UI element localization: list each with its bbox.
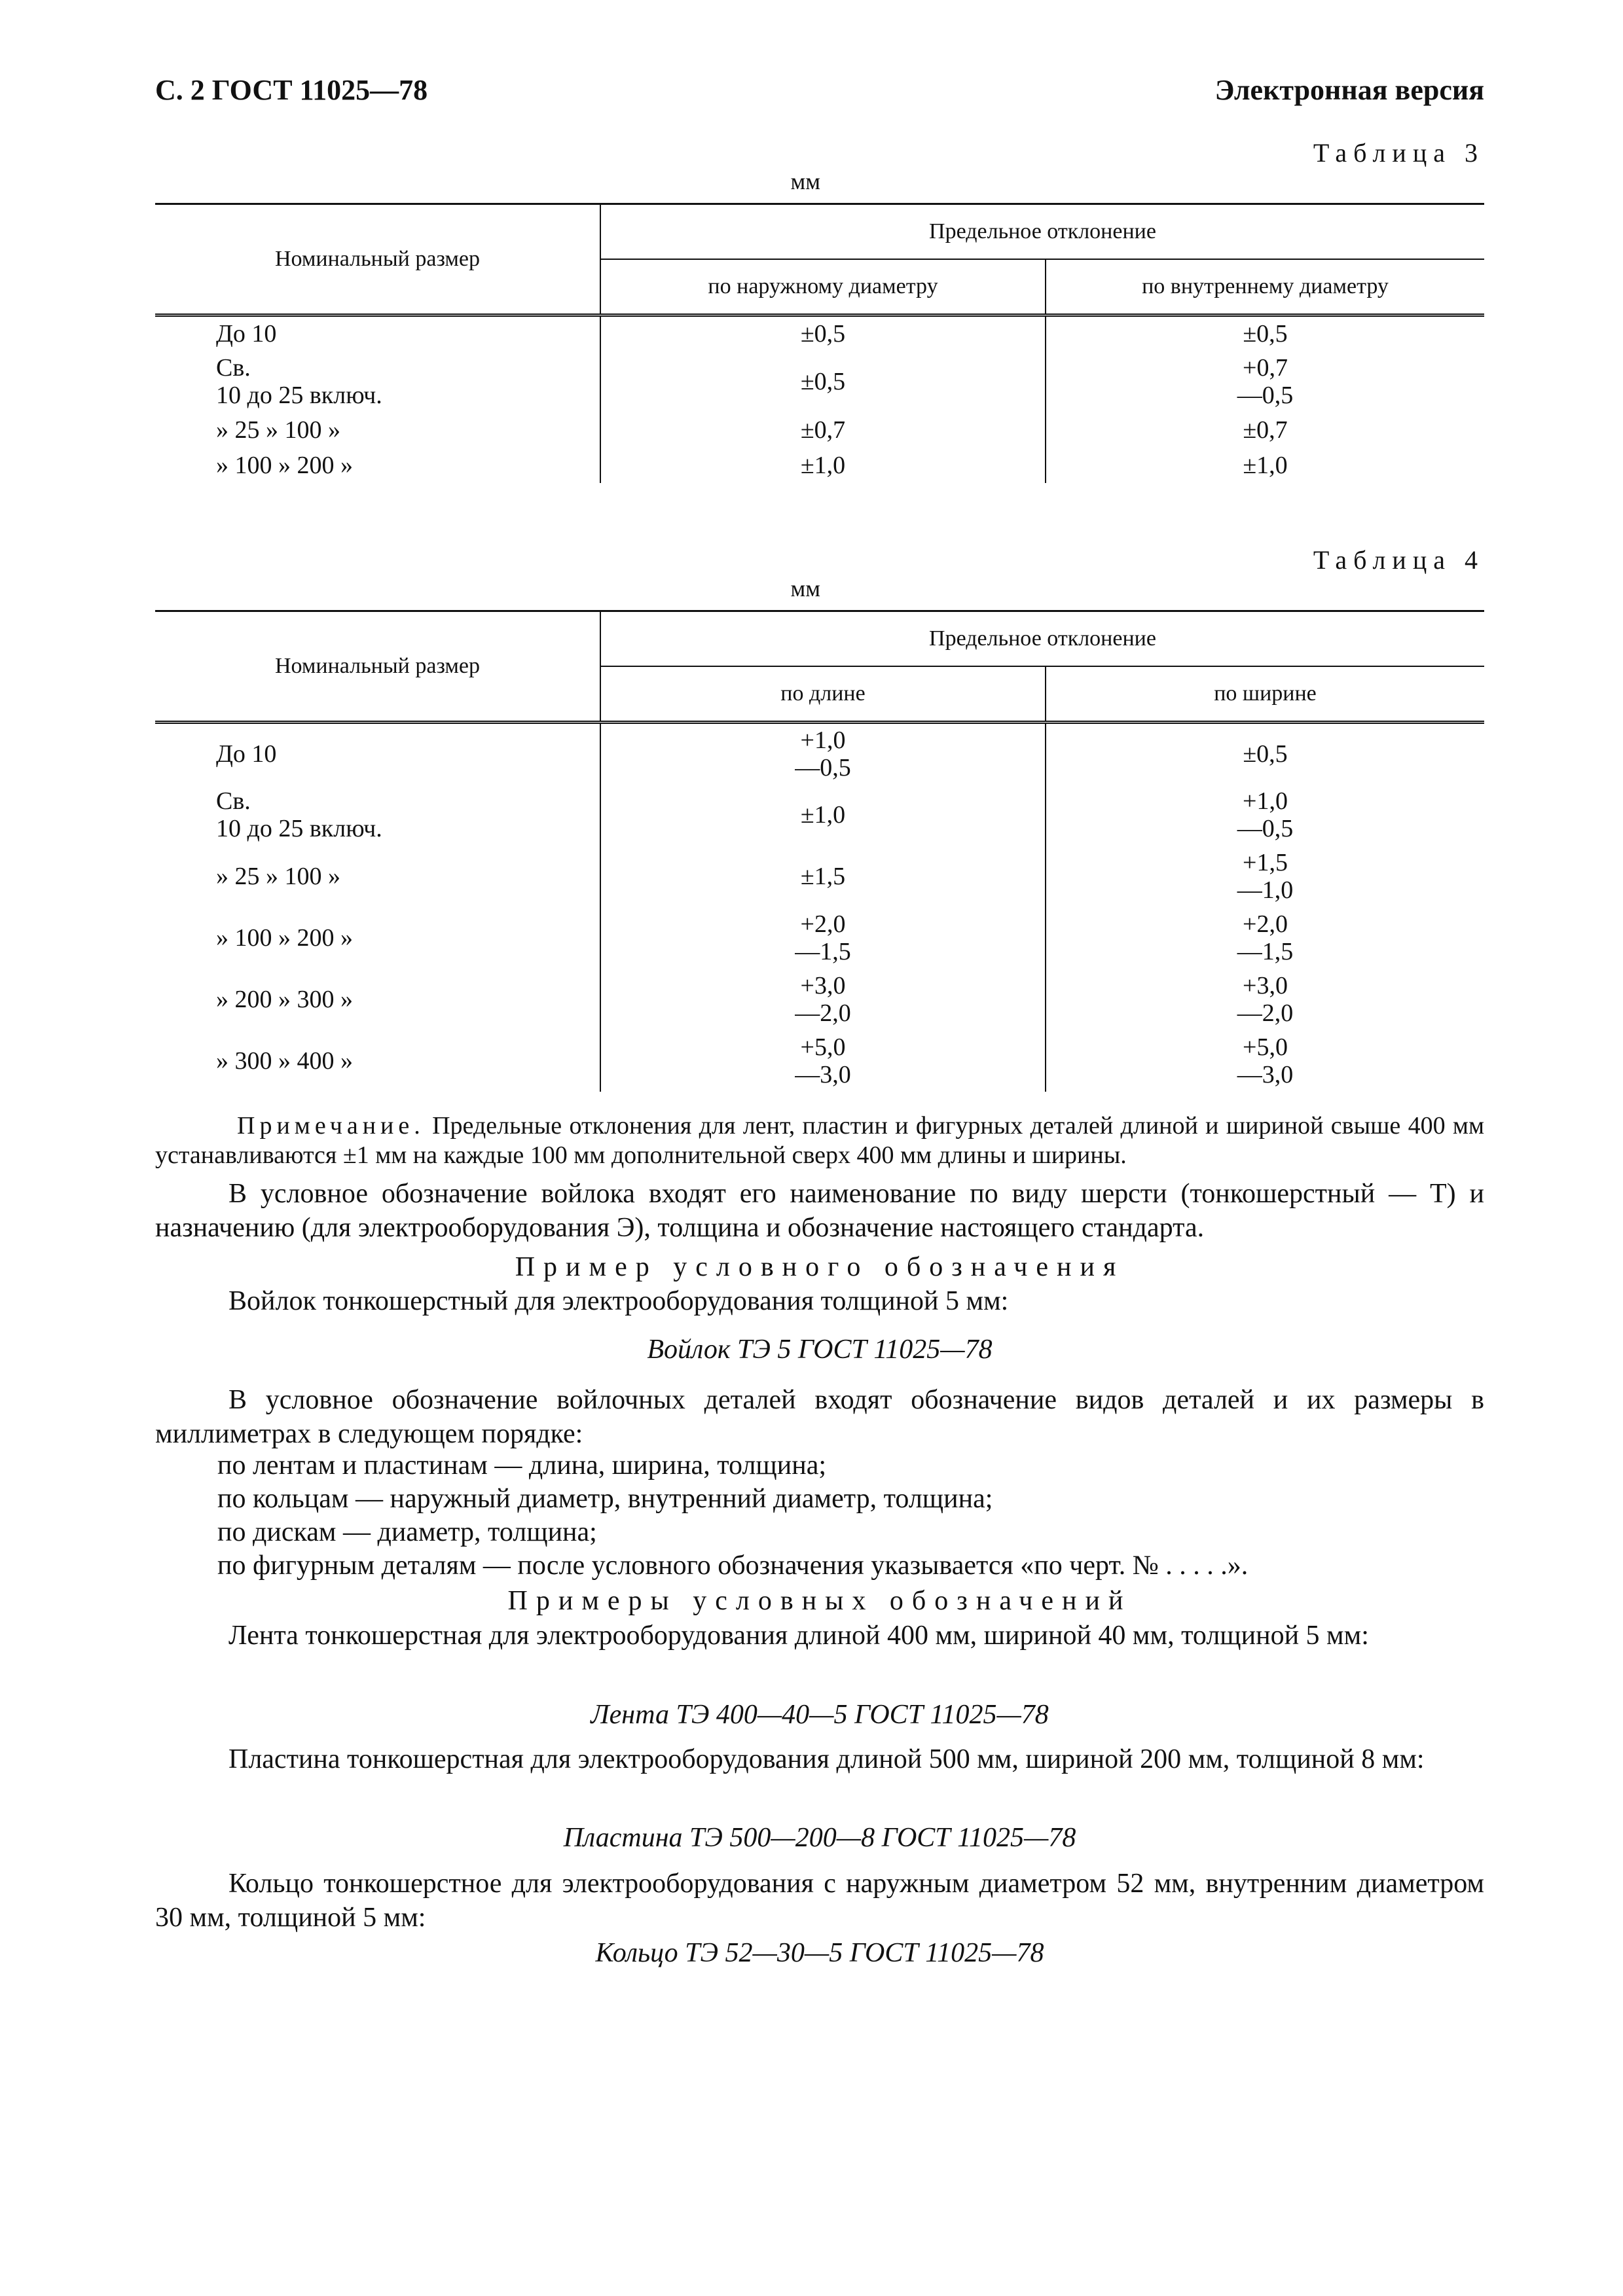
cell-line: —3,0 xyxy=(1237,1060,1294,1088)
examples-title: Примеры условных обозначений xyxy=(507,1586,1132,1616)
row-size-cell xyxy=(155,846,600,907)
table4-head-a: по длине xyxy=(600,666,1046,723)
table3-head-b: по внутреннему диаметру xyxy=(1046,259,1484,315)
table-row xyxy=(155,1030,1484,1092)
row-value-b-cell xyxy=(1046,448,1484,483)
example-2-text: Пластина тонкошерстная для электрооборудования длиной 500 мм, шириной 200 мм, толщиной 8 мм: xyxy=(228,1744,1425,1774)
table-row xyxy=(155,448,1484,483)
row-size-cell xyxy=(155,448,600,483)
cell-line: » 100 » 200 » xyxy=(216,924,353,952)
table-note xyxy=(155,1111,1484,1170)
cell-line: До 10 xyxy=(216,740,277,768)
example-title: Пример условного обозначения xyxy=(515,1252,1125,1282)
row-value-a-cell xyxy=(600,1030,1046,1092)
cell-line: ±1,0 xyxy=(1243,451,1288,479)
cell-line: ±0,5 xyxy=(1243,740,1288,768)
cell-line: +1,0 xyxy=(1243,787,1288,815)
cell-line: +3,0 xyxy=(800,971,846,999)
cell-line: ±0,5 xyxy=(800,319,846,348)
table3-head-size: Номинальный размер xyxy=(155,204,600,315)
row-size-cell xyxy=(155,412,600,448)
example-1-code: Лента ТЭ 400—40—5 ГОСТ 11025—78 xyxy=(591,1700,1049,1730)
table4-head-group: Предельное отклонение xyxy=(600,611,1484,667)
row-value-a-cell xyxy=(600,723,1046,784)
cell-line: —0,5 xyxy=(795,753,851,781)
row-size-cell xyxy=(155,351,600,412)
cell-line: ±1,5 xyxy=(800,862,846,890)
row-value-a-cell xyxy=(600,784,1046,846)
table-row xyxy=(155,907,1484,969)
example-2-code: Пластина ТЭ 500—200—8 ГОСТ 11025—78 xyxy=(563,1823,1076,1853)
row-value-a-cell xyxy=(600,907,1046,969)
cell-line: +5,0 xyxy=(800,1033,846,1061)
table-row xyxy=(155,846,1484,907)
cell-line: +2,0 xyxy=(1243,910,1288,938)
paragraph-2: В условное обозначение войлочных деталей входят обозначение видов деталей и их размеры в миллиметрах в следующем порядке: xyxy=(155,1385,1484,1449)
row-value-b-cell xyxy=(1046,723,1484,784)
row-value-b-cell xyxy=(1046,907,1484,969)
table-row xyxy=(155,784,1484,846)
table4-head-b: по ширине xyxy=(1046,666,1484,723)
table4-head-size: Номинальный размер xyxy=(155,611,600,723)
example-code: Войлок ТЭ 5 ГОСТ 11025—78 xyxy=(647,1335,993,1365)
list-item: по фигурным деталям — после условного обозначения указывается «по черт. № . . . . .». xyxy=(217,1551,1249,1581)
cell-line: +0,7 xyxy=(1243,353,1288,382)
row-size-cell xyxy=(155,907,600,969)
cell-line: До 10 xyxy=(216,319,277,348)
row-value-b-cell xyxy=(1046,315,1484,351)
note-label: Примечание. xyxy=(237,1112,425,1139)
row-size-cell xyxy=(155,723,600,784)
row-value-a-cell xyxy=(600,969,1046,1030)
table3-unit: мм xyxy=(790,168,820,194)
note-text: Предельные отклонения для лент, пластин и фигурных деталей длиной и шириной свыше 400 мм устанавливаются ±1 мм на каждые 100 мм дополнительной сверх 400 мм длины и ширины. xyxy=(155,1112,1485,1169)
row-value-b-cell xyxy=(1046,351,1484,412)
cell-line: ±1,0 xyxy=(800,800,846,829)
table-row xyxy=(155,412,1484,448)
page-header-right: Электронная версия xyxy=(1214,74,1484,106)
cell-line: ±0,5 xyxy=(800,367,846,395)
table4-unit: мм xyxy=(790,575,820,601)
table3 xyxy=(155,203,1484,483)
list-item: по дискам — диаметр, толщина; xyxy=(217,1517,597,1547)
table3-caption: Таблица 3 xyxy=(1313,138,1484,168)
row-size-cell xyxy=(155,969,600,1030)
row-value-a-cell xyxy=(600,448,1046,483)
document-page xyxy=(155,0,1484,2296)
table-row xyxy=(155,351,1484,412)
table-row xyxy=(155,723,1484,784)
row-value-a-cell xyxy=(600,412,1046,448)
example-3-code: Кольцо ТЭ 52—30—5 ГОСТ 11025—78 xyxy=(595,1938,1044,1968)
cell-line: ±0,7 xyxy=(1243,416,1288,444)
row-value-b-cell xyxy=(1046,412,1484,448)
table3-head-a: по наружному диаметру xyxy=(600,259,1046,315)
row-value-a-cell xyxy=(600,351,1046,412)
cell-line: +3,0 xyxy=(1243,971,1288,999)
cell-line: » 300 » 400 » xyxy=(216,1047,353,1075)
table4-caption: Таблица 4 xyxy=(1313,545,1484,575)
cell-line: » 200 » 300 » xyxy=(216,985,353,1013)
cell-line: » 25 » 100 » xyxy=(216,862,340,890)
page-header-left: С. 2 ГОСТ 11025—78 xyxy=(155,74,428,106)
list-item: по лентам и пластинам — длина, ширина, толщина; xyxy=(217,1450,827,1480)
example-3-text: Кольцо тонкошерстное для электрооборудования с наружным диаметром 52 мм, внутренним диаметром 30 мм, толщиной 5 мм: xyxy=(155,1869,1484,1933)
row-size-cell xyxy=(155,1030,600,1092)
cell-line: —1,5 xyxy=(1237,937,1294,965)
cell-line: —1,5 xyxy=(795,937,851,965)
row-value-b-cell xyxy=(1046,969,1484,1030)
cell-line: +2,0 xyxy=(800,910,846,938)
cell-line: ±0,7 xyxy=(800,416,846,444)
cell-line: —1,0 xyxy=(1237,876,1294,904)
cell-line: +1,0 xyxy=(800,726,846,754)
row-size-cell xyxy=(155,315,600,351)
example-text: Войлок тонкошерстный для электрооборудования толщиной 5 мм: xyxy=(228,1286,1009,1316)
row-value-a-cell xyxy=(600,846,1046,907)
cell-line: Св. xyxy=(216,353,251,382)
cell-line: —2,0 xyxy=(795,999,851,1027)
table-row xyxy=(155,315,1484,351)
cell-line: +1,5 xyxy=(1243,848,1288,876)
cell-line: Св. xyxy=(216,787,251,815)
row-value-a-cell xyxy=(600,315,1046,351)
cell-line: —3,0 xyxy=(795,1060,851,1088)
row-value-b-cell xyxy=(1046,846,1484,907)
cell-line: » 25 » 100 » xyxy=(216,416,340,444)
table3-body xyxy=(155,315,1484,483)
table-row xyxy=(155,969,1484,1030)
table4 xyxy=(155,610,1484,1092)
paragraph-1: В условное обозначение войлока входят его наименование по виду шерсти (тонкошерстный — Т) и назначению (для электрооборудования Э), толщина и обозначение настоящего стандарта. xyxy=(155,1179,1484,1243)
cell-line: ±0,5 xyxy=(1243,319,1288,348)
row-value-b-cell xyxy=(1046,1030,1484,1092)
cell-line: ±1,0 xyxy=(800,451,846,479)
list-item: по кольцам — наружный диаметр, внутренний диаметр, толщина; xyxy=(217,1484,993,1514)
example-1-text: Лента тонкошерстная для электрооборудования длиной 400 мм, шириной 40 мм, толщиной 5 мм: xyxy=(228,1621,1369,1651)
cell-line: 10 до 25 включ. xyxy=(216,381,382,409)
table3-head-group: Предельное отклонение xyxy=(600,204,1484,260)
cell-line: —0,5 xyxy=(1237,814,1294,842)
cell-line: +5,0 xyxy=(1243,1033,1288,1061)
row-value-b-cell xyxy=(1046,784,1484,846)
row-size-cell xyxy=(155,784,600,846)
cell-line: » 100 » 200 » xyxy=(216,451,353,479)
cell-line: —2,0 xyxy=(1237,999,1294,1027)
cell-line: 10 до 25 включ. xyxy=(216,814,382,842)
table4-body xyxy=(155,723,1484,1092)
cell-line: —0,5 xyxy=(1237,381,1294,409)
